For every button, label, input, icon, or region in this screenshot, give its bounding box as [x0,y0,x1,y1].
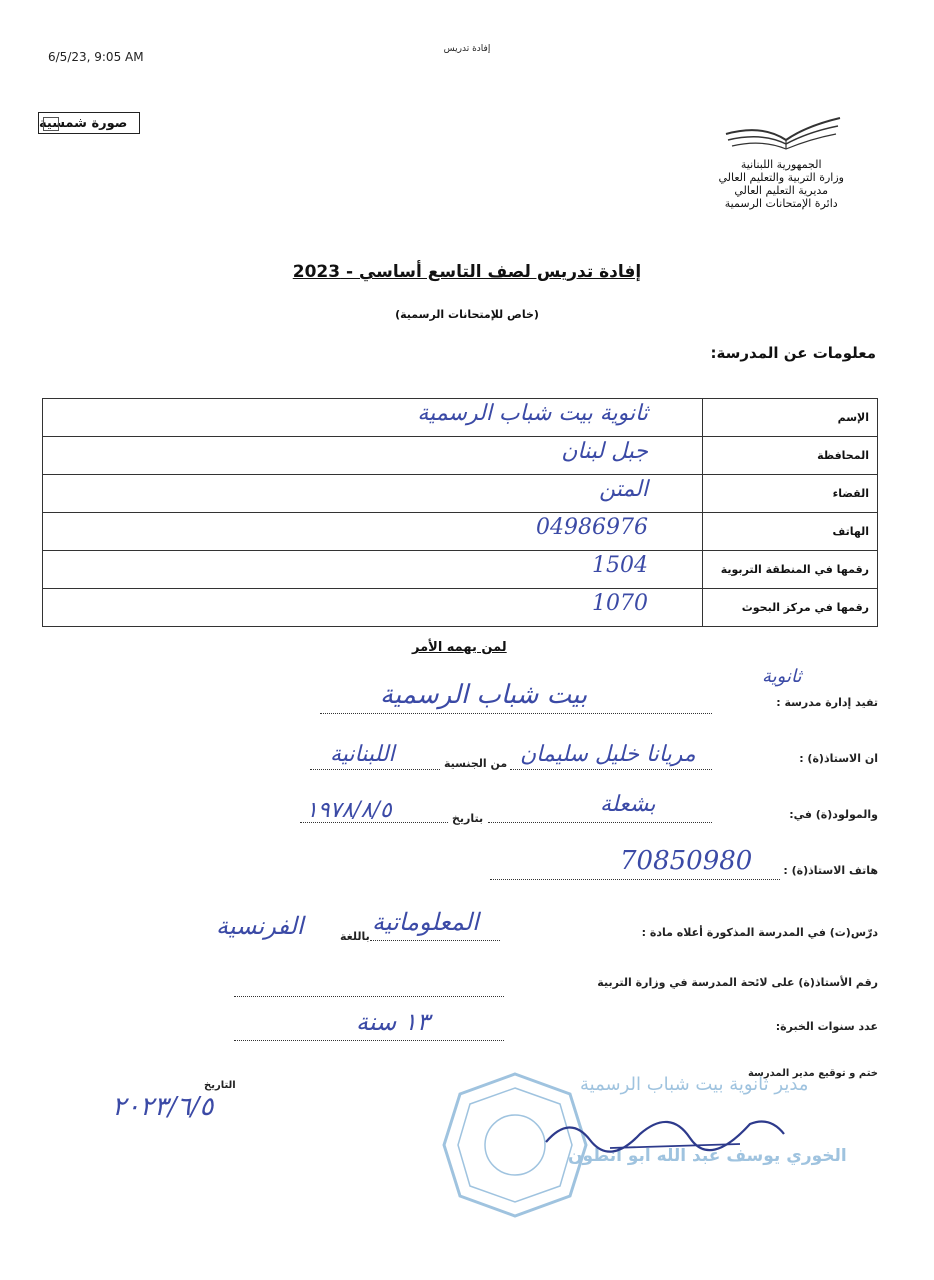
teacher-label: ان الاستاذ(ة) : [799,752,878,765]
language-value: الفرنسية [216,912,304,940]
subject-value: المعلوماتية [372,908,479,936]
research-center-number-value: 1070 [592,591,648,616]
ministry-line: الجمهورية اللبنانية [740,158,822,171]
subject-line [370,940,500,941]
registry-label: رقم الأستاذ(ة) على لائحة المدرسة في وزارة التربية [597,976,878,989]
years-value: ١٣ سنة [356,1008,430,1036]
date2-label: التاريخ [204,1080,236,1091]
teacher-phone-line [490,879,780,880]
table-label: القضاء [703,475,878,513]
stamp-line-1: مدير ثانوية بيت شباب الرسمية [580,1074,809,1095]
admin-value: بيت شباب الرسمية [380,680,588,710]
sign-label: ختم و توقيع مدير المدرسة [747,1068,878,1079]
document-subtitle: (خاص للإمتحانات الرسمية) [395,308,539,321]
table-label: الهاتف [703,513,878,551]
language-label: باللغة [340,930,370,943]
phone-value: 04986976 [536,515,648,540]
years-line [234,1040,504,1041]
table-row [43,513,878,551]
date-label: بتاريخ [452,812,484,825]
table-label: المحافظة [703,437,878,475]
taught-label: درّس(ت) في المدرسة المذكورة أعلاه مادة : [641,926,878,939]
document-title: إفادة تدريس لصف التاسع أساسي - 2023 [292,262,642,282]
ministry-line: دائرة الإمتحانات الرسمية [724,197,838,210]
nationality-line [310,769,440,770]
governorate-value: جبل لبنان [561,439,648,464]
table-label: الإسم [703,399,878,437]
document-title-wrap [0,262,934,282]
photo-box [38,112,140,134]
teacher-value: مريانا خليل سليمان [520,742,696,767]
admin-note: ثانوية [762,666,802,687]
born-place-value: بشعلة [600,792,656,817]
born-place-line [488,822,712,823]
admin-label: تفيد إدارة مدرسة : [776,696,878,709]
principal-signature [540,1104,790,1154]
born-date-value: ١٩٧٨/٨/٥ [306,798,392,823]
born-label: والمولود(ة) في: [789,808,878,821]
admin-line [320,713,712,714]
teacher-line [510,769,712,770]
photo-icon [43,117,59,131]
table-row [43,475,878,513]
date2-value: ٢٠٢٣/٦/٥ [112,1092,214,1122]
photo-box-label: صورة شمسية [39,115,128,131]
stamp-line-2: الخوري يوسف عبد الله ابو انطون [568,1146,847,1166]
registry-line [234,996,504,997]
years-label: عدد سنوات الخبرة: [775,1020,878,1033]
teacher-phone-value: 70850980 [620,846,753,876]
school-info-table [42,398,878,627]
nationality-value: اللبنانية [330,742,395,767]
book-logo-icon [722,112,842,152]
ministry-line: وزارة التربية والتعليم العالي [718,171,844,184]
table-row [43,399,878,437]
teacher-phone-label: هاتف الاستاذ(ة) : [783,864,878,877]
district-value: المتن [599,477,648,502]
table-row [43,437,878,475]
table-label: رقمها في المنطقة التربوية [703,551,878,589]
ministry-line: مديرية التعليم العالي [734,184,829,197]
region-number-value: 1504 [592,553,648,578]
table-row [43,589,878,627]
ministry-block [718,158,844,210]
nationality-label: من الجنسية [444,757,508,770]
print-timestamp: 6/5/23, 9:05 AM [48,50,144,64]
print-doc-name: إفادة تدريس [443,44,491,54]
school-name-value: ثانوية بيت شباب الرسمية [417,401,648,426]
table-label: رقمها في مركز البحوث [703,589,878,627]
school-info-heading: معلومات عن المدرسة: [710,344,876,362]
table-row [43,551,878,589]
to-whom-heading: لمن يهمه الأمر [412,640,507,655]
